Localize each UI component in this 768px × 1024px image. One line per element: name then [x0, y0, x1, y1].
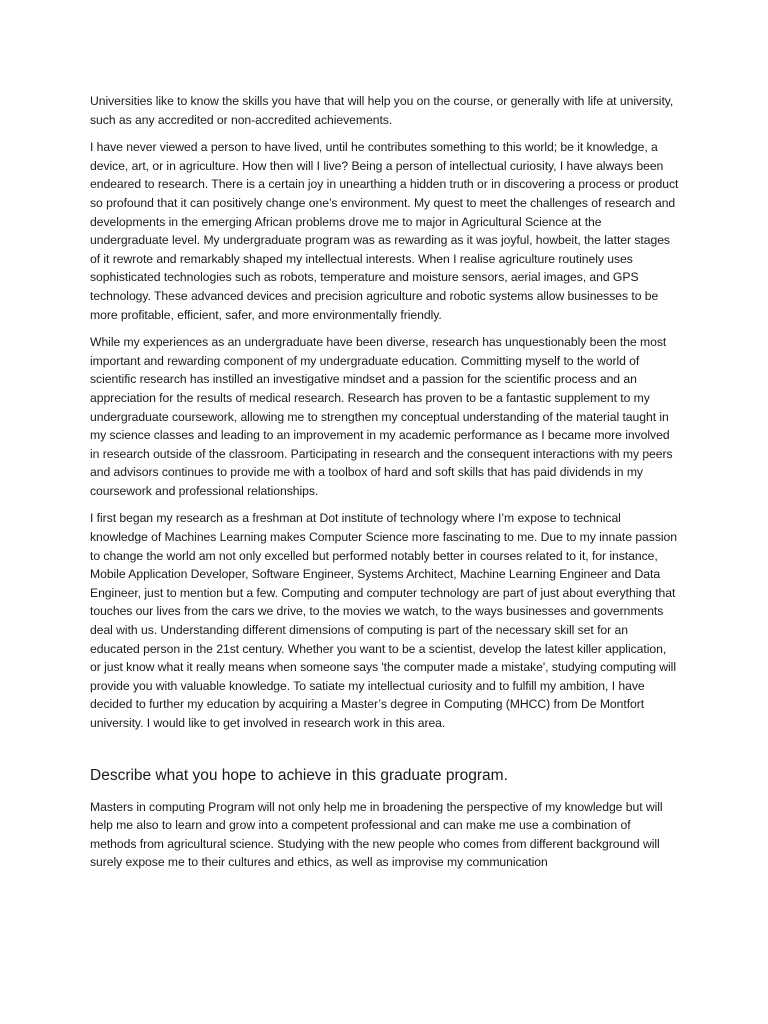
paragraph-undergraduate-research: While my experiences as an undergraduate have been diverse, research has unquestionably been the most important and rewarding component of my undergraduate education. Committing myself to the world of scientific research has instilled an investigative mindset and a passion for the scientific process and an appreciation for the results of medical research. Research has proven to be a fantastic supplement to my undergraduate coursework, allowing me to strengthen my conceptual understanding of the material taught in my science classes and leading to an improvement in my academic performance as I became more involved in research outside of the classroom. Participating in research and the consequent interactions with my peers and advisors continues to provide me with a toolbox of hard and soft skills that has paid dividends in my coursework and professional relationships.: [90, 335, 673, 498]
paragraph-research-beginnings: I first began my research as a freshman at Dot institute of technology where I’m expose to technical knowledge of Machines Learning makes Computer Science more fascinating to me. Due to my innate passion to change the world am not only excelled but performed notably better in courses related to it, for instance, Mobile Application Developer, Software Engineer, Systems Architect, Machine Learning Engineer and Data Engineer, just to mention but a few. Computing and computer technology are part of just about everything that touches our lives from the cars we drive, to the movies we watch, to the ways businesses and governments deal with us. Understanding different dimensions of computing is part of the necessary skill set for an educated person in the 21st century. Whether you want to be a scientist, develop the latest killer application, or just know what it really means when someone says 'the computer made a mistake', studying computing will provide you with valuable knowledge. To satiate my intellectual curiosity and to fulfill my ambition, I have decided to further my education by acquiring a Master’s degree in Computing (MHCC) from De Montfort university. I would like to get involved in research work in this area.: [90, 511, 677, 730]
section-heading: Describe what you hope to achieve in this graduate program.: [90, 766, 508, 784]
document-body: [90, 92, 680, 881]
paragraph-intro: Universities like to know the skills you have that will help you on the course, or generally with life at university, such as any accredited or non-accredited achievements.: [90, 94, 674, 127]
paragraph-personal-statement: I have never viewed a person to have lived, until he contributes something to this world; be it knowledge, a device, art, or in agriculture. How then will I live? Being a person of intellectual curiosity, I have always been endeared to research. There is a certain joy in unearthing a hidden truth or in discovering a process or product so profound that it can positively change one’s environment. My quest to meet the challenges of research and developments in the emerging African problems drove me to major in Agricultural Science at the undergraduate level. My undergraduate program was as rewarding as it was joyful, howbeit, the latter stages of it rewrote and remarkably shaped my intellectual interests. When I realise agriculture routinely uses sophisticated technologies such as robots, temperature and moisture sensors, aerial images, and GPS technology. These advanced devices and precision agriculture and robotic systems allow businesses to be more profitable, efficient, safer, and more environmentally friendly.: [90, 140, 679, 322]
paragraph-program-goals: Masters in computing Program will not only help me in broadening the perspective of my knowledge but will help me also to learn and grow into a competent professional and can make me use a combination of methods from agricultural science. Studying with the new people who comes from different background will surely expose me to their cultures and ethics, as well as improvise my communication: [90, 799, 663, 870]
